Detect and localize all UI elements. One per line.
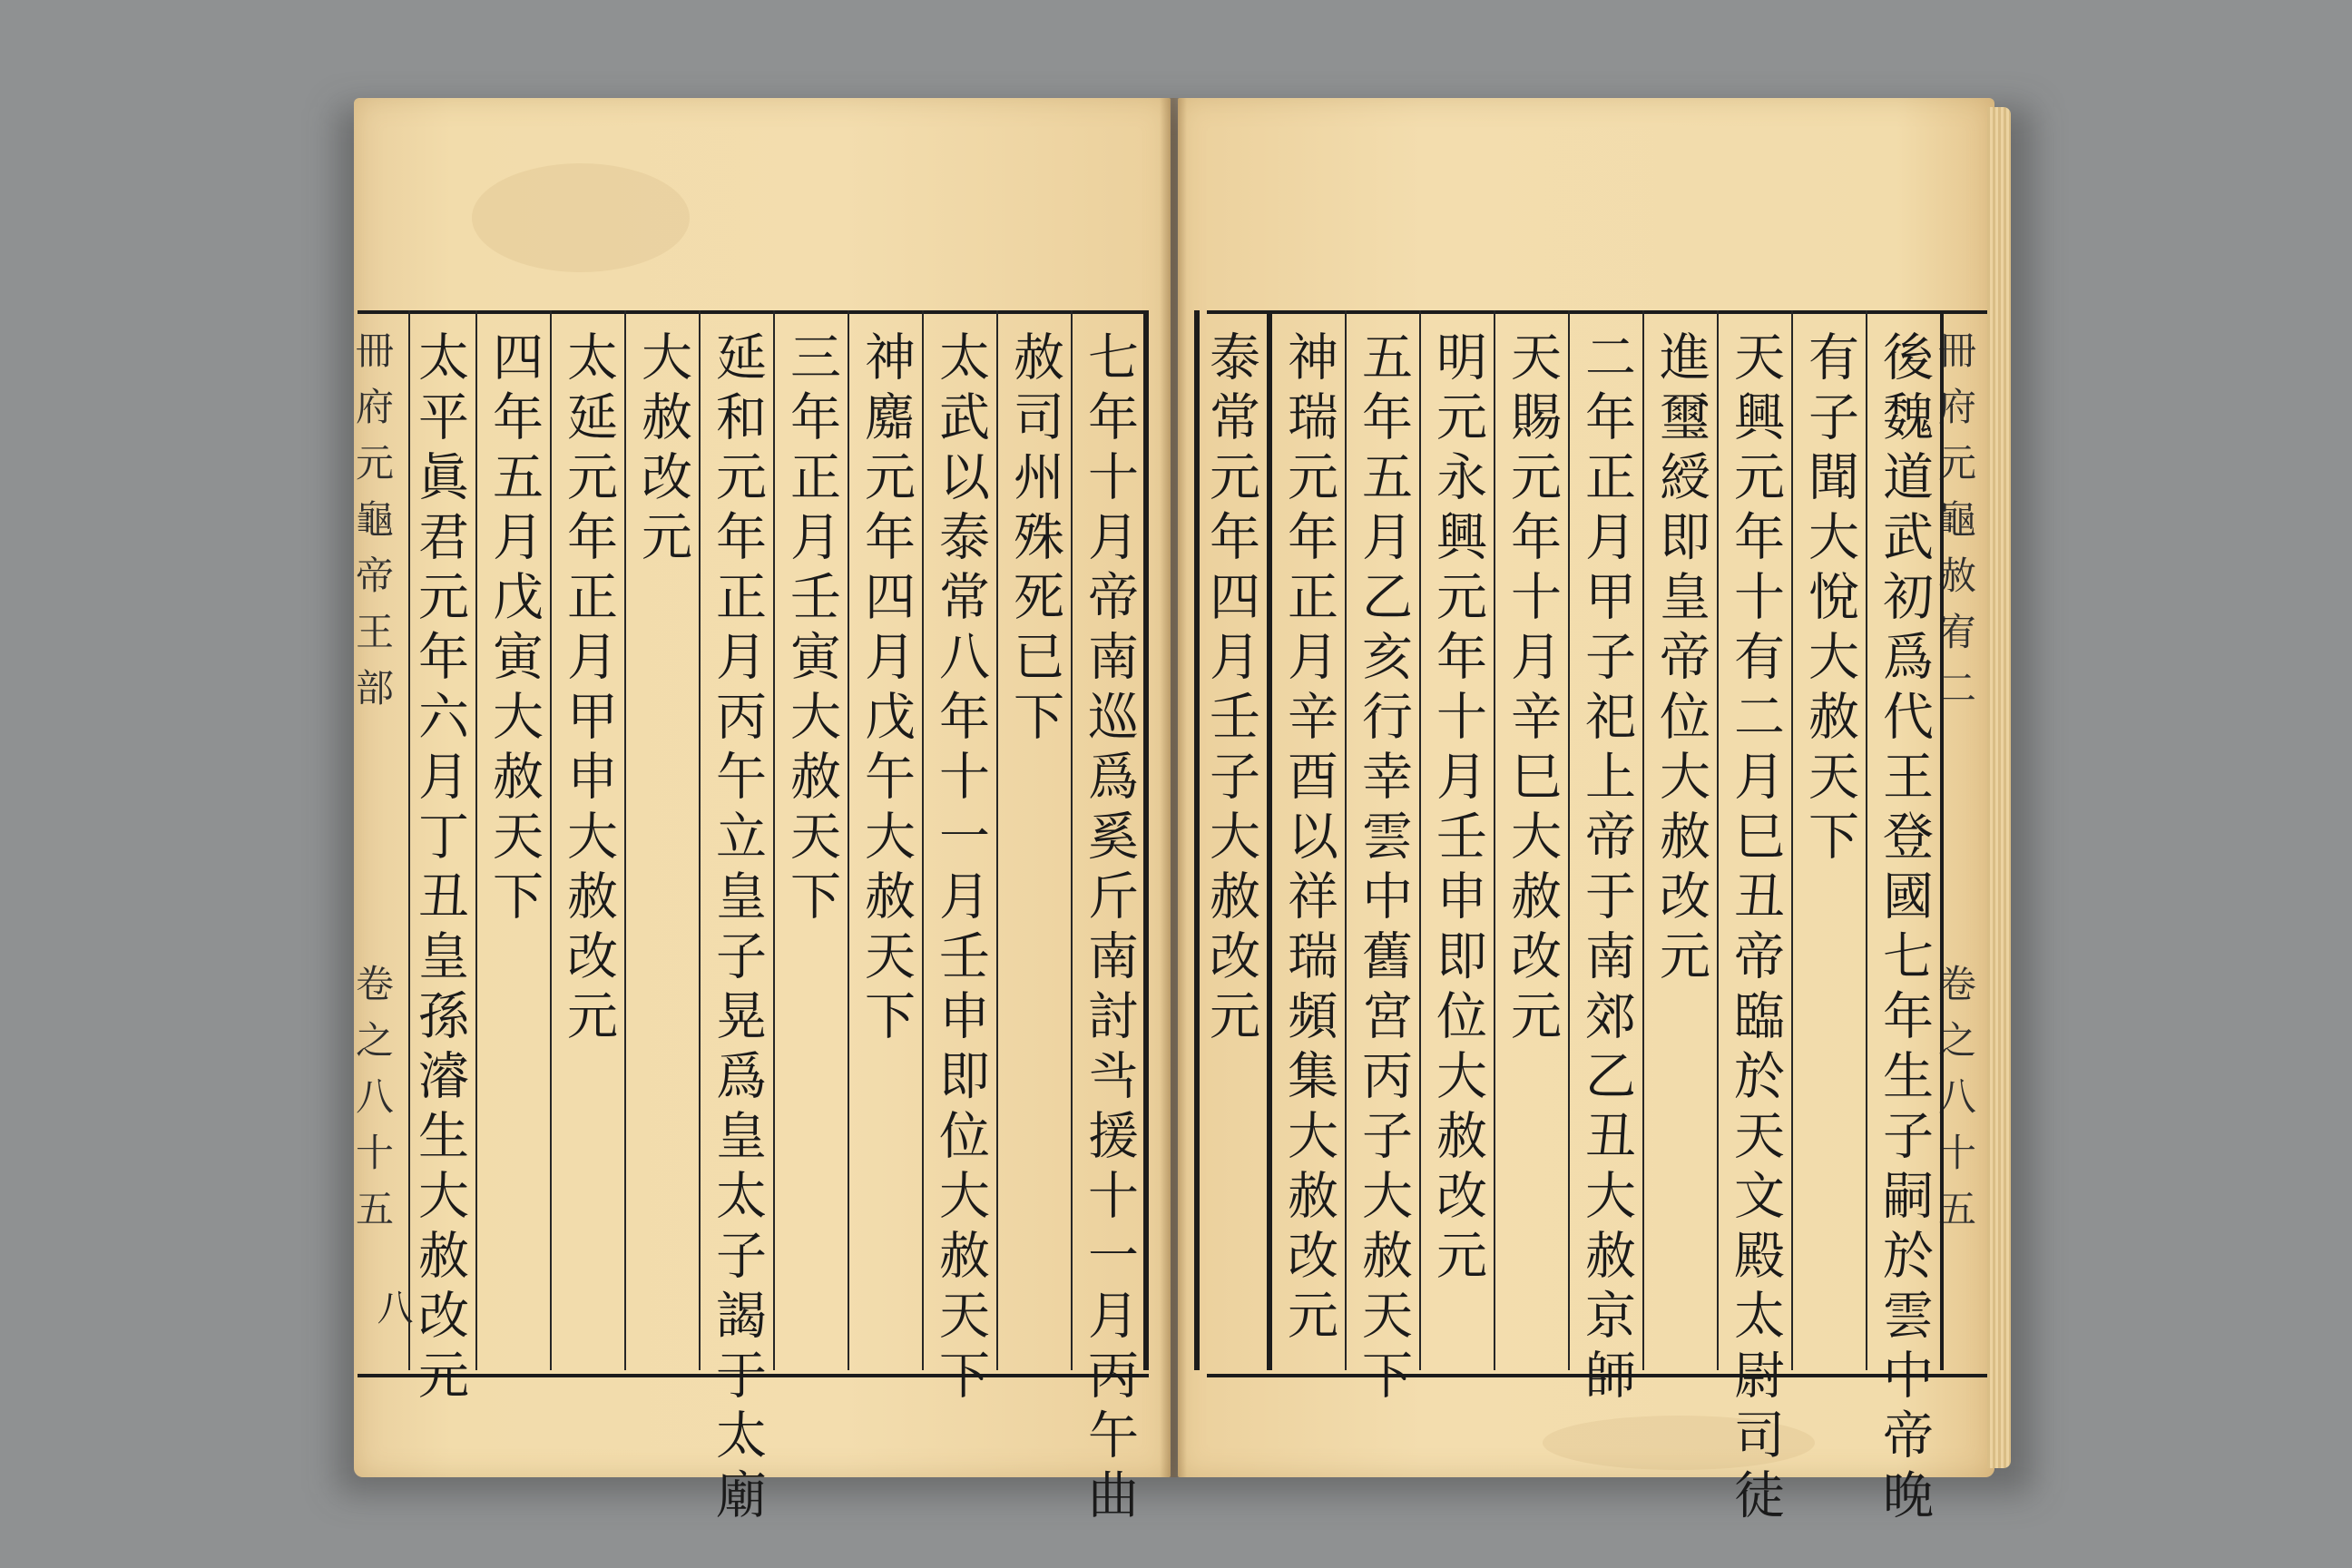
left-col-5 bbox=[775, 310, 849, 1370]
right-col-9-text: 神瑞元年正月辛酉以祥瑞頻集大赦改元 bbox=[1279, 330, 1338, 1348]
left-margin-column bbox=[350, 310, 408, 1370]
left-page-number: 八 bbox=[371, 1289, 413, 1325]
right-col-4 bbox=[1644, 310, 1719, 1370]
right-col-7-text: 明元永興元年十月壬申即位大赦改元 bbox=[1428, 330, 1487, 1289]
right-col-8 bbox=[1347, 310, 1421, 1408]
right-col-6 bbox=[1495, 310, 1570, 1370]
book-gutter bbox=[1160, 98, 1187, 1477]
right-margin-chapter: 卷之八十五 bbox=[1933, 964, 1977, 1245]
right-col-5 bbox=[1570, 310, 1644, 1408]
right-col-2-text: 有子聞大悅大赦天下 bbox=[1800, 330, 1859, 869]
left-col-1-text: 七年十月帝南巡爲奚斤南討㪲援十一月丙午曲 bbox=[1080, 330, 1139, 1528]
left-col-6 bbox=[701, 310, 775, 1528]
left-col-5-text: 三年正月壬寅大赦天下 bbox=[782, 330, 841, 929]
right-col-1-text: 後魏道武初爲代王登國七年生子嗣於雲中帝晚 bbox=[1875, 330, 1934, 1528]
left-col-8 bbox=[552, 310, 626, 1370]
right-col-7 bbox=[1421, 310, 1495, 1370]
left-outer-rule bbox=[1143, 310, 1149, 1370]
right-col-2 bbox=[1793, 310, 1867, 1370]
left-col-9 bbox=[477, 310, 552, 1370]
right-col-9 bbox=[1272, 310, 1347, 1370]
paper-stain bbox=[472, 163, 690, 272]
left-col-8-text: 太延元年正月甲申大赦改元 bbox=[559, 330, 618, 1049]
right-margin-column bbox=[1933, 310, 1991, 1370]
right-col-10-text: 泰常元年四月壬子大赦改元 bbox=[1201, 330, 1260, 1049]
left-col-7-text: 大赦改元 bbox=[633, 330, 692, 570]
left-col-10-text: 太平眞君元年六月丁丑皇孫濬生大赦改元 bbox=[410, 330, 469, 1408]
left-col-1 bbox=[1073, 310, 1147, 1528]
right-margin-title: 冊府元龜赦宥二 bbox=[1933, 330, 1977, 724]
left-col-9-text: 四年五月戊寅大赦天下 bbox=[485, 330, 544, 929]
left-margin-chapter: 卷之八十五 bbox=[350, 964, 395, 1245]
right-col-6-text: 天賜元年十月辛巳大赦改元 bbox=[1503, 330, 1562, 1049]
right-col-5-text: 二年正月甲子祀上帝于南郊乙丑大赦京師 bbox=[1577, 330, 1636, 1408]
left-col-4-text: 神䴥元年四月戊午大赦天下 bbox=[857, 330, 916, 1049]
left-col-4 bbox=[849, 310, 924, 1370]
left-margin-title: 冊府元龜帝王部 bbox=[350, 330, 395, 724]
left-col-3 bbox=[924, 310, 998, 1408]
right-col-3 bbox=[1719, 310, 1793, 1528]
right-col-1 bbox=[1867, 310, 1944, 1528]
left-col-2 bbox=[998, 310, 1073, 1370]
left-col-6-text: 延和元年正月丙午立皇子晃爲皇太子謁于太廟 bbox=[708, 330, 767, 1528]
right-col-8-text: 五年五月乙亥行幸雲中舊宮丙子大赦天下 bbox=[1354, 330, 1413, 1408]
left-col-3-text: 太武以泰常八年十一月壬申即位大赦天下 bbox=[931, 330, 990, 1408]
left-col-2-text: 赦司州殊死已下 bbox=[1005, 330, 1064, 750]
right-outer-rule bbox=[1194, 310, 1200, 1370]
left-col-10 bbox=[410, 310, 477, 1408]
left-col-7 bbox=[626, 310, 701, 1370]
right-col-4-text: 進璽綬即皇帝位大赦改元 bbox=[1651, 330, 1710, 989]
right-col-10 bbox=[1201, 310, 1272, 1370]
right-col-3-text: 天興元年十有二月巳丑帝臨於天文殿太尉司徒 bbox=[1726, 330, 1785, 1528]
